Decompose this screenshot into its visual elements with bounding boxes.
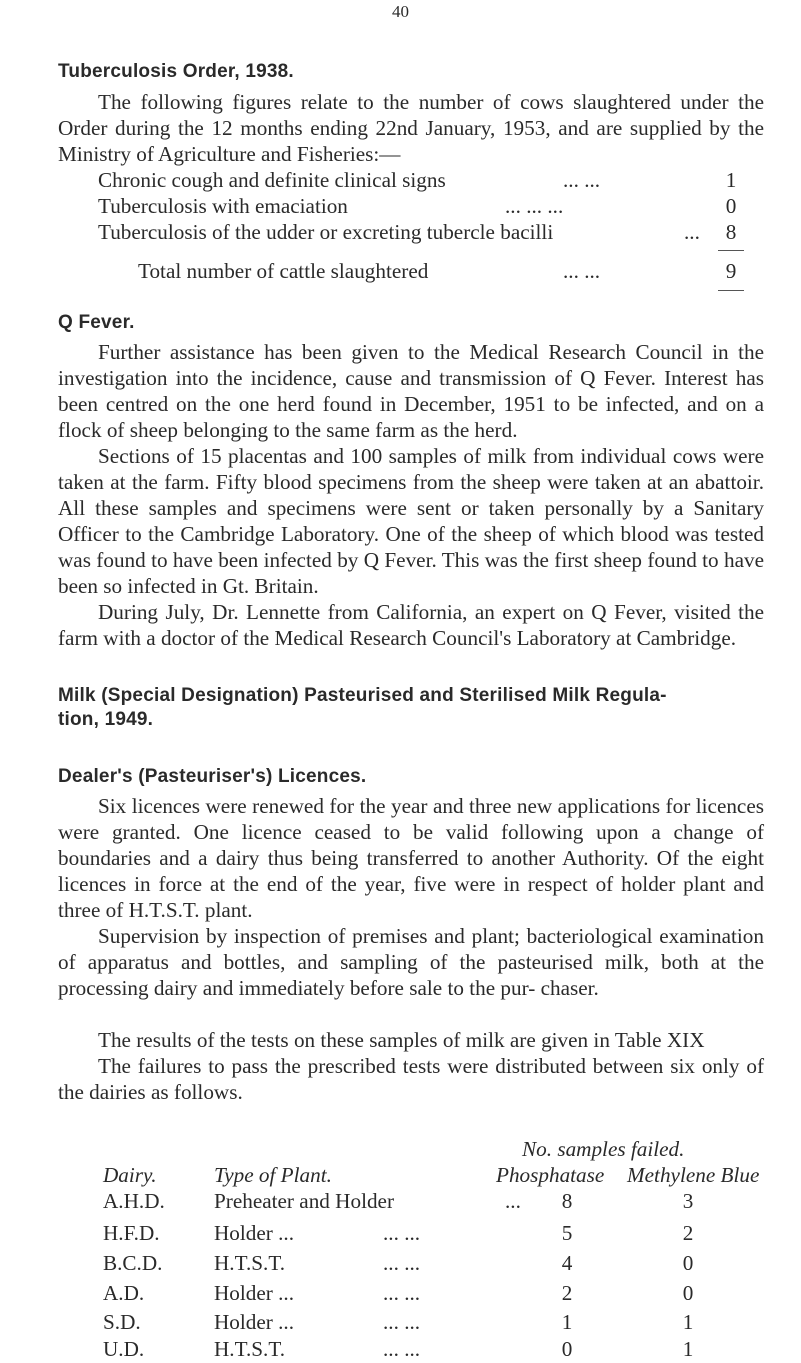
milk-subheading: Dealer's (Pasteuriser's) Licences.	[58, 766, 367, 787]
tb-row-value: 1	[725, 168, 737, 192]
tb-total-value: 9	[725, 259, 737, 283]
table-cell-plant: Holder ...	[214, 1310, 295, 1334]
table-cell-phosphatase: 5	[561, 1221, 573, 1245]
col-header-plant: Type of Plant.	[214, 1163, 332, 1187]
table-cell-dots: ... ...	[383, 1310, 421, 1334]
tb-heading: Tuberculosis Order, 1938.	[58, 61, 294, 82]
table-cell-methylene-blue: 0	[682, 1281, 694, 1305]
tb-intro: The following figures relate to the number of cows slaughtered under the Order during the 12 months ending 22nd January, 1953, and are supplied by the Ministry of Agriculture and Fisheries:—	[58, 90, 764, 166]
milk-paragraph: Supervision by inspection of premises and plant; bacteriological examination of apparatus and bottles, and sampling of the pasteurised milk, both at the processing dairy and immediately before sale to the pur- chaser.	[58, 924, 764, 1000]
tb-row-label: Tuberculosis with emaciation	[98, 194, 348, 218]
table-cell-methylene-blue: 1	[682, 1337, 694, 1361]
table-cell-dots: ... ...	[383, 1281, 421, 1305]
total-rule-top	[718, 250, 744, 251]
table-cell-phosphatase: 8	[561, 1189, 573, 1213]
table-cell-methylene-blue: 1	[682, 1310, 694, 1334]
table-cell-plant: Holder ...	[214, 1281, 295, 1305]
tb-row-label: Chronic cough and definite clinical signs	[98, 168, 446, 192]
milk-heading: Milk (Special Designation) Pasteurised and Sterilised Milk Regula-	[58, 685, 667, 706]
total-rule-bottom	[718, 290, 744, 291]
tb-row-dots: ...	[684, 220, 700, 244]
table-group-header: No. samples failed.	[522, 1137, 685, 1161]
tb-row-value: 8	[725, 220, 737, 244]
table-cell-plant: Holder ...	[214, 1221, 295, 1245]
table-cell-phosphatase: 4	[561, 1251, 573, 1275]
table-cell-methylene-blue: 2	[682, 1221, 694, 1245]
table-cell-dairy: H.F.D.	[103, 1221, 160, 1245]
table-cell-phosphatase: 1	[561, 1310, 573, 1334]
table-cell-plant: H.T.S.T.	[214, 1251, 286, 1275]
table-cell-plant: H.T.S.T.	[214, 1337, 286, 1361]
table-cell-dairy: S.D.	[103, 1310, 141, 1334]
table-cell-plant: Preheater and Holder	[214, 1189, 395, 1213]
col-header-methylene-blue: Methylene Blue	[627, 1163, 760, 1187]
qfever-heading: Q Fever.	[58, 312, 135, 333]
table-cell-dairy: U.D.	[103, 1337, 145, 1361]
milk-paragraph: The results of the tests on these samples of milk are given in Table XIX	[98, 1028, 705, 1052]
tb-row-dots: ... ...	[563, 168, 601, 192]
tb-total-dots: ... ...	[563, 259, 601, 283]
table-cell-dairy: B.C.D.	[103, 1251, 163, 1275]
qfever-paragraph: Further assistance has been given to the Medical Research Council in the investigation into the incidence, cause and transmission of Q Fever. Interest has been centred on the one herd found in December, 1951 to be infected, and on a flock of sheep belonging to the same farm as the herd.	[58, 340, 764, 442]
table-cell-dots: ...	[505, 1189, 521, 1213]
table-cell-dairy: A.D.	[103, 1281, 145, 1305]
col-header-phosphatase: Phosphatase	[496, 1163, 605, 1187]
tb-row-label: Tuberculosis of the udder or excreting tubercle bacilli	[98, 220, 554, 244]
table-cell-dots: ... ...	[383, 1337, 421, 1361]
tb-row-value: 0	[725, 194, 737, 218]
qfever-paragraph: During July, Dr. Lennette from California, an expert on Q Fever, visited the farm with a doctor of the Medical Research Council's Laboratory at Cambridge.	[58, 600, 764, 650]
table-cell-methylene-blue: 3	[682, 1189, 694, 1213]
milk-paragraph: The failures to pass the prescribed tests were distributed between six only of the dairies as follows.	[58, 1054, 764, 1104]
qfever-paragraph: Sections of 15 placentas and 100 samples of milk from individual cows were taken at the farm. Fifty blood specimens from the sheep were taken at an abattoir. All these samples and specimens were sent or taken personally by a Sanitary Officer to the Cambridge Laboratory. One of the sheep of which blood was tested was found to have been infected by Q Fever. This was the first sheep found to have been so infected in Gt. Britain.	[58, 444, 764, 598]
col-header-dairy: Dairy.	[103, 1163, 157, 1187]
table-cell-phosphatase: 0	[561, 1337, 573, 1361]
table-cell-dairy: A.H.D.	[103, 1189, 165, 1213]
table-cell-methylene-blue: 0	[682, 1251, 694, 1275]
tb-total-label: Total number of cattle slaughtered	[138, 259, 429, 283]
table-cell-dots: ... ...	[383, 1251, 421, 1275]
milk-heading-cont: tion, 1949.	[58, 709, 154, 730]
table-cell-dots: ... ...	[383, 1221, 421, 1245]
milk-paragraph: Six licences were renewed for the year and three new applications for licences were granted. One licence ceased to be valid following upon a change of boundaries and a dairy thus being transferred to another Authority. Of the eight licences in force at the end of the year, five were in respect of holder plant and three of H.T.S.T. plant.	[58, 794, 764, 922]
tb-row-dots: ... ... ...	[505, 194, 564, 218]
page-number: 40	[392, 2, 409, 21]
table-cell-phosphatase: 2	[561, 1281, 573, 1305]
